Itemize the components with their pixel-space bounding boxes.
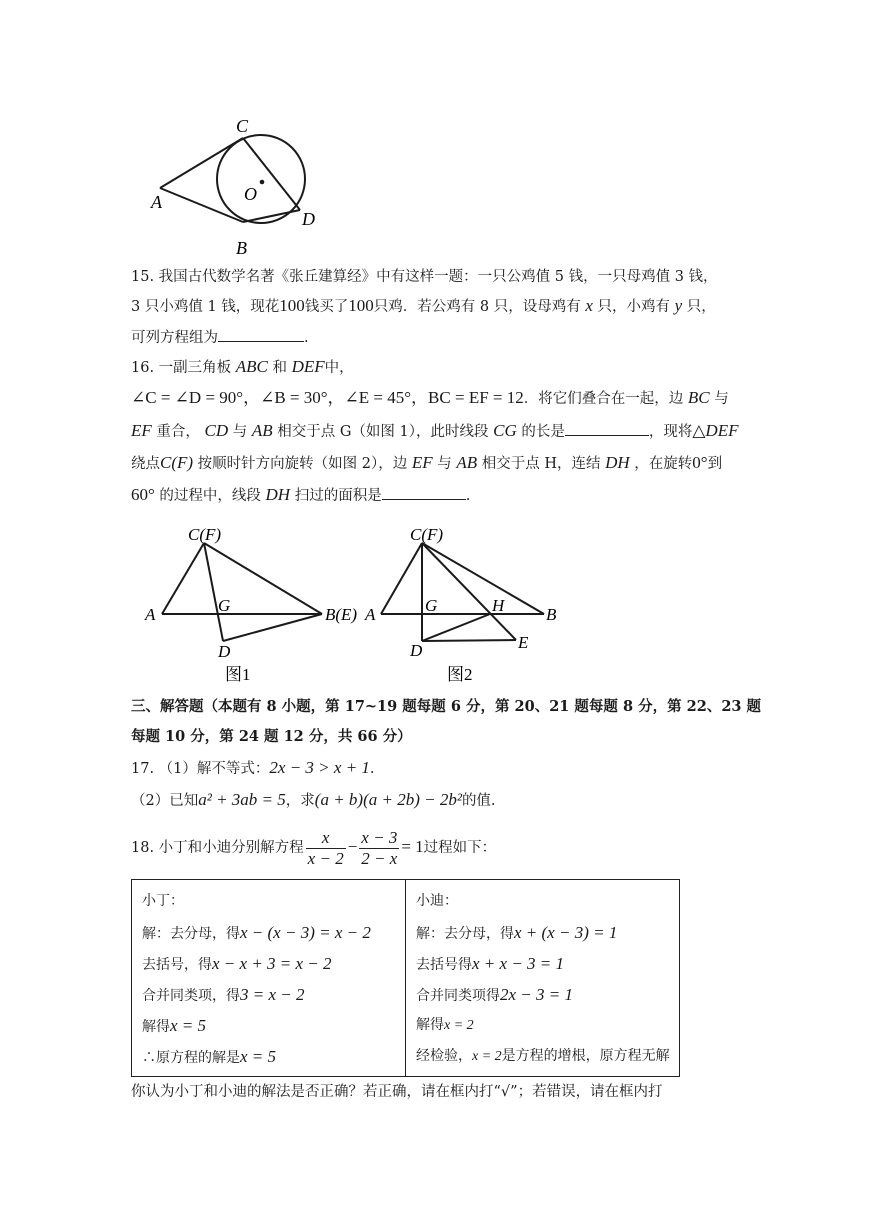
q16-t3h: 的长是 — [521, 424, 565, 440]
right-step-3-math: 2x − 3 = 1 — [500, 985, 573, 1004]
q18-fraction-1 — [306, 828, 346, 869]
left-step-2-math: x − x + 3 = x − 2 — [212, 954, 332, 973]
fig2-caption: 图2 — [447, 665, 473, 684]
q18-frac2-num: x − 3 — [361, 827, 398, 847]
q16-t3e: AB — [251, 421, 273, 440]
label-d: D — [302, 209, 315, 229]
q16-t2a: ∠C = ∠D = 90°，∠B = 30°，∠E = 45°，BC = EF = 12 — [131, 388, 524, 407]
right-step-2-math: x + x − 3 = 1 — [472, 954, 565, 973]
circle-tangent-figure — [140, 110, 340, 260]
right-step-4-math: x = 2 — [444, 1018, 474, 1033]
q16-t3i: ，现将 — [648, 424, 693, 440]
q15-line2 — [131, 296, 716, 317]
q15-answer-blank[interactable] — [218, 327, 304, 342]
q16-line3 — [131, 421, 738, 442]
q17-p1c: . — [369, 761, 375, 777]
fig1-label-d: D — [218, 642, 231, 661]
label-a: A — [151, 192, 162, 212]
right-step-3 — [416, 979, 671, 1010]
q16-t1b: ABC — [235, 357, 268, 376]
q16-t4j: 0° — [692, 453, 708, 472]
q18-outro: 过程如下： — [423, 840, 497, 856]
q16-t3b: 重合， — [156, 424, 200, 440]
q18-number: 18. — [131, 840, 155, 856]
q16-t3g: CG — [493, 421, 517, 440]
q16-t4g: 相交于点 H，连结 — [481, 456, 601, 472]
right-step-1-math: x + (x − 3) = 1 — [514, 923, 618, 942]
q16-t3c: CD — [204, 421, 229, 440]
right-title: 小迪： — [416, 893, 458, 909]
left-step-1 — [142, 917, 397, 948]
q16-line1 — [131, 357, 354, 378]
left-step-2-text: 去括号，得 — [142, 957, 212, 973]
q15-t2d: 100 — [348, 296, 374, 315]
q18-solutions-table — [131, 879, 680, 1077]
q16-t4e: 与 — [437, 456, 452, 472]
label-o: O — [244, 184, 257, 204]
right-step-3-text: 合并同类项得 — [416, 988, 500, 1004]
fig2-dh — [422, 614, 490, 641]
q16-cg-answer-blank[interactable] — [565, 421, 649, 436]
left-step-3 — [142, 979, 397, 1010]
right-step-4 — [416, 1010, 671, 1041]
q18-solutions-row — [132, 880, 680, 1077]
fig1-db — [223, 614, 322, 641]
q16-t4c: 按顺时针方向旋转（如图 2），边 — [197, 456, 408, 472]
right-step-4-text: 解得 — [416, 1017, 444, 1033]
right-step-1-text: 解：去分母，得 — [416, 926, 514, 942]
fig2-label-b: B — [546, 605, 557, 624]
q16-t5c: DH — [265, 485, 291, 504]
left-step-2 — [142, 948, 397, 979]
q18-frac1-num: x — [306, 828, 346, 849]
right-step-5-tail: 是方程的增根，原方程无解 — [501, 1048, 670, 1064]
left-title: 小丁： — [142, 893, 184, 909]
q16-line4 — [131, 453, 722, 474]
q16-t3a: EF — [131, 421, 152, 440]
right-step-5 — [416, 1041, 671, 1072]
q18-eq: = 1 — [401, 837, 424, 856]
q15-line3 — [131, 327, 309, 348]
left-step-5 — [142, 1041, 397, 1072]
q16-t3f: 相交于点 G（如图 1），此时线段 — [277, 424, 489, 440]
q16-t5end: . — [465, 488, 471, 504]
figure-2 — [364, 525, 557, 684]
left-step-5-text: ∴原方程的解是 — [142, 1050, 240, 1066]
chord-bd — [243, 210, 300, 222]
q15-t2c: 钱买了 — [304, 299, 349, 315]
q16-t2b: ．将它们叠合在一起，边 — [523, 391, 684, 407]
fig1-ac — [162, 543, 204, 614]
tangent-ab — [160, 188, 243, 222]
q15-number: 15. — [131, 269, 155, 285]
q15-var-x: x — [585, 296, 593, 315]
q15-text1: 我国古代数学名著《张丘建算经》中有这样一题：一只公鸡值 5 钱，一只母鸡值 3 钱， — [158, 269, 718, 285]
fig1-caption: 图1 — [225, 665, 251, 684]
q16-t1c: 和 — [272, 360, 287, 376]
q18-fraction-2 — [359, 828, 399, 869]
q16-t4f: AB — [456, 453, 478, 472]
right-step-5-text: 经检验， — [416, 1048, 472, 1064]
left-step-3-math: 3 = x − 2 — [240, 985, 305, 1004]
q17-number: 17. — [131, 761, 155, 777]
fig2-label-e: E — [518, 633, 529, 652]
left-step-3-text: 合并同类项，得 — [142, 988, 240, 1004]
left-step-4 — [142, 1010, 397, 1041]
q16-t4b: C(F) — [160, 453, 194, 472]
left-step-4-text: 解得 — [142, 1019, 170, 1035]
q15-t2e: 只鸡．若公鸡有 8 只，设母鸡有 — [373, 299, 581, 315]
q18-intro — [131, 826, 496, 868]
fig2-cb — [422, 543, 544, 614]
section3-heading-line2: 每题 10 分，第 24 题 12 分，共 66 分） — [131, 728, 412, 745]
q15-var-y: y — [674, 296, 683, 315]
right-step-2-text: 去括号得 — [416, 957, 472, 973]
label-c: C — [236, 116, 249, 136]
label-b: B — [236, 238, 247, 258]
fig2-label-d: D — [410, 641, 423, 660]
q17-inequality: 2x − 3 > x + 1 — [269, 758, 370, 777]
q15-t3: 可列方程组为 — [131, 330, 218, 346]
q15-t2a: 3 只小鸡值 1 钱，现花 — [131, 299, 280, 315]
q16-t4d: EF — [411, 453, 433, 472]
q16-t4a: 绕点 — [131, 456, 160, 472]
q16-t4h: DH — [605, 453, 630, 472]
fig1-label-cf: C(F) — [188, 525, 222, 544]
q15-t2i: 只， — [686, 299, 716, 315]
fig1-label-be: B(E) — [325, 605, 358, 624]
q16-t1a: 一副三角板 — [158, 360, 232, 376]
q17-p2c: ，求 — [285, 793, 315, 809]
q15-t3end: . — [304, 330, 309, 346]
fig1-cd — [204, 543, 223, 641]
q17-part2 — [131, 790, 496, 811]
tangent-ac — [160, 138, 243, 188]
q16-t3d: 与 — [232, 424, 248, 440]
circle-o — [217, 135, 305, 223]
right-step-2 — [416, 948, 671, 979]
fig2-ac — [381, 543, 422, 614]
triangle-figures — [140, 520, 580, 690]
fig2-label-a: A — [365, 605, 376, 624]
q16-t2d: 与 — [714, 391, 729, 407]
right-step-5-math: x = 2 — [472, 1049, 502, 1064]
q16-t4k: 到 — [707, 456, 723, 472]
q16-line5 — [131, 485, 470, 506]
q18-frac1-den: x − 2 — [307, 848, 344, 868]
q17-p2a: （2）已知 — [131, 793, 199, 809]
q16-area-answer-blank[interactable] — [382, 485, 466, 500]
fig2-ce — [422, 543, 516, 640]
left-step-1-math: x − (x − 3) = x − 2 — [240, 923, 371, 942]
fig1-label-a: A — [145, 605, 156, 624]
q17-p2e: 的值. — [461, 793, 496, 809]
q16-t3j: △DEF — [692, 421, 739, 440]
fig1-label-g: G — [218, 596, 231, 615]
left-step-4-math: x = 5 — [170, 1016, 207, 1035]
left-step-5-math: x = 5 — [240, 1047, 277, 1066]
fig2-de — [422, 640, 516, 641]
q15-line1 — [131, 267, 718, 287]
q16-t1e: 中， — [324, 360, 354, 376]
figure-1 — [144, 525, 357, 684]
q16-t5d: 扫过的面积是 — [294, 488, 382, 504]
q16-t1d: DEF — [291, 357, 325, 376]
q17-p1a: （1）解不等式： — [158, 761, 270, 777]
q18-frac2-den: 2 − x — [361, 848, 398, 868]
q16-number: 16. — [131, 360, 155, 376]
q17-expression: (a + b)(a + 2b) − 2b² — [314, 790, 462, 809]
q18-intro-text: 小丁和小迪分别解方程 — [158, 840, 304, 856]
q15-t2g: 只，小鸡有 — [597, 299, 670, 315]
q16-t5a: 60° — [131, 485, 155, 504]
left-step-1-text: 解：去分母，得 — [142, 926, 240, 942]
q15-t2b: 100 — [279, 296, 305, 315]
q16-t2c: BC — [687, 388, 710, 407]
q17-part1 — [131, 758, 375, 779]
q16-t5b: 的过程中，线段 — [159, 488, 261, 504]
q18-left-cell — [132, 880, 406, 1077]
fig2-label-g: G — [425, 596, 438, 615]
q17-given: a² + 3ab = 5 — [198, 790, 286, 809]
q16-line2 — [131, 388, 729, 409]
center-dot — [260, 180, 265, 185]
fig2-label-h: H — [492, 596, 505, 615]
q18-right-cell — [406, 880, 680, 1077]
right-step-1 — [416, 917, 671, 948]
q18-minus: − — [347, 837, 358, 856]
q18-footer: 你认为小丁和小迪的解法是否正确？若正确，请在框内打“√”；若错误，请在框内打 — [131, 1084, 663, 1100]
fig2-label-cf: C(F) — [410, 525, 444, 544]
q16-t4i: ，在旋转 — [634, 456, 693, 472]
section3-heading-line1: 三、解答题（本题有 8 小题，第 17~19 题每题 6 分，第 20、21 题每题 8 分，第 22、23 题 — [131, 698, 762, 715]
